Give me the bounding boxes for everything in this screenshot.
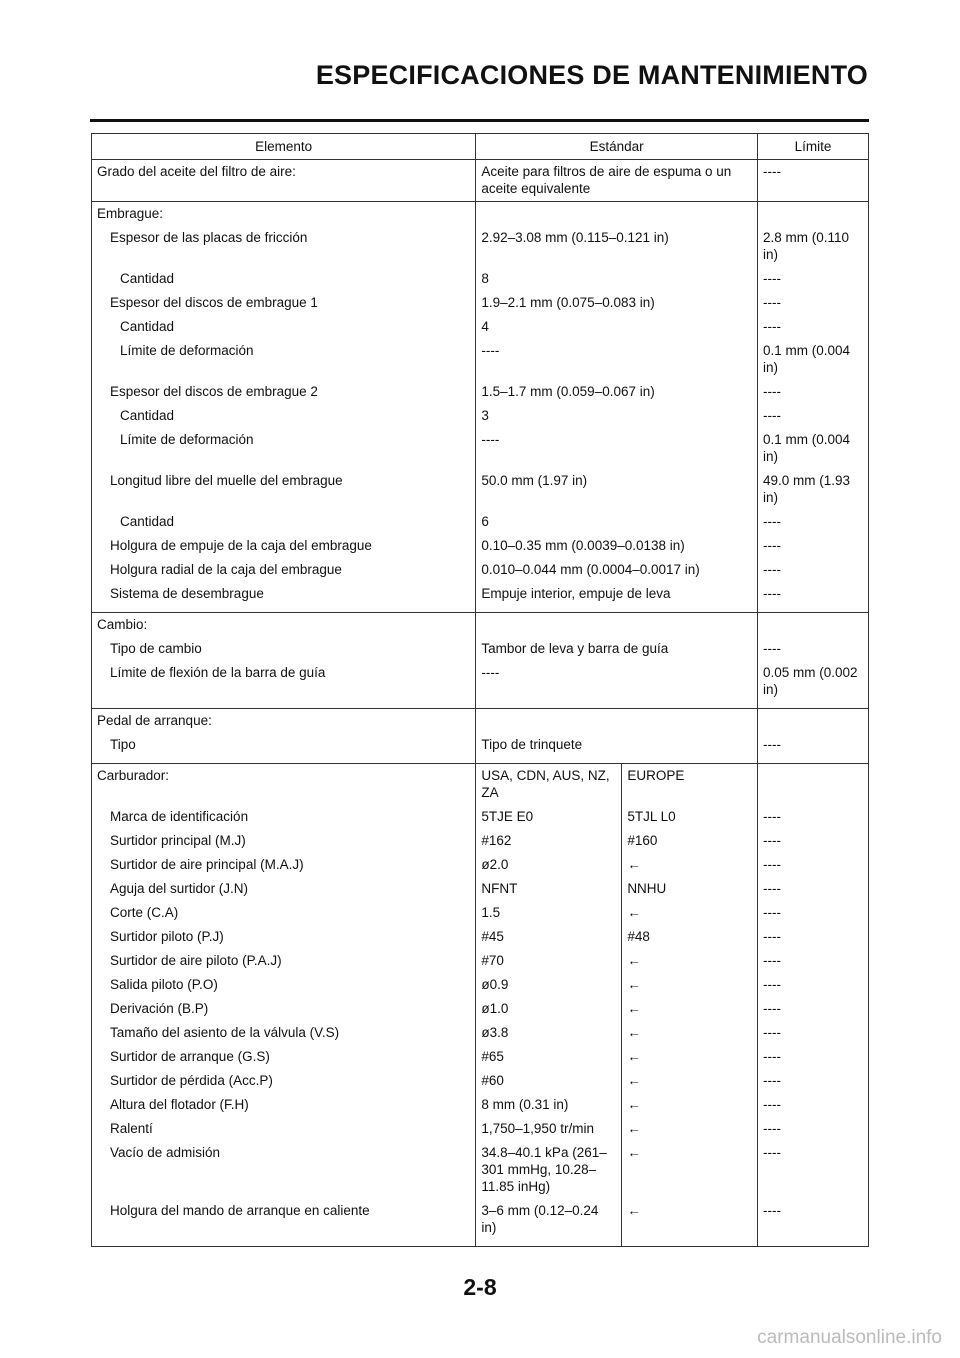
row-limit: ----	[757, 582, 868, 613]
group-label: Pedal de arranque:	[92, 709, 476, 734]
carb-row-standard-b: NNHU	[622, 877, 758, 901]
carb-row-standard-a: ø2.0	[476, 853, 622, 877]
carb-label: Carburador:	[92, 764, 476, 806]
table-row	[92, 1045, 869, 1069]
row-standard: Empuje interior, empuje de leva	[476, 582, 758, 613]
carb-header-row	[92, 764, 869, 806]
table-row	[92, 925, 869, 949]
carb-row-standard-a: 1,750–1,950 tr/min	[476, 1117, 622, 1141]
carb-row-standard-b: ←	[622, 997, 758, 1021]
carb-row-label: Marca de identificación	[92, 805, 476, 829]
row-label: Espesor del discos de embrague 2	[92, 380, 476, 404]
table-row	[92, 973, 869, 997]
carb-row-standard-a: NFNT	[476, 877, 622, 901]
row-limit: ----	[757, 510, 868, 534]
row-standard: 4	[476, 315, 758, 339]
carb-row-limit: ----	[757, 901, 868, 925]
carb-row-standard-a: 1.5	[476, 901, 622, 925]
carb-row-limit: ----	[757, 925, 868, 949]
carb-row-label: Salida piloto (P.O)	[92, 973, 476, 997]
row-label: Holgura de empuje de la caja del embrague	[92, 534, 476, 558]
table-row	[92, 877, 869, 901]
table-row	[92, 949, 869, 973]
header-element: Elemento	[92, 134, 476, 160]
carb-row-standard-b: ←	[622, 949, 758, 973]
group-header-row	[92, 202, 869, 227]
header-limit: Límite	[757, 134, 868, 160]
air-filter-limit: ----	[757, 160, 868, 202]
row-standard: 1.9–2.1 mm (0.075–0.083 in)	[476, 291, 758, 315]
carb-row-label: Surtidor piloto (P.J)	[92, 925, 476, 949]
row-standard: 0.010–0.044 mm (0.0004–0.0017 in)	[476, 558, 758, 582]
group-header-row	[92, 709, 869, 734]
row-limit: 2.8 mm (0.110 in)	[757, 226, 868, 267]
table-row	[92, 637, 869, 661]
row-label: Espesor del discos de embrague 1	[92, 291, 476, 315]
row-limit: ----	[757, 267, 868, 291]
row-limit: 0.05 mm (0.002 in)	[757, 661, 868, 709]
row-limit: ----	[757, 291, 868, 315]
row-limit: ----	[757, 380, 868, 404]
carb-row-standard-a: 5TJE E0	[476, 805, 622, 829]
carb-row-label: Corte (C.A)	[92, 901, 476, 925]
carb-row-standard-b: ←	[622, 1199, 758, 1247]
carb-row-label: Holgura del mando de arranque en caliente	[92, 1199, 476, 1247]
row-limit: ----	[757, 404, 868, 428]
header-row	[92, 134, 869, 160]
row-label: Límite de flexión de la barra de guía	[92, 661, 476, 709]
carb-row-standard-a: #45	[476, 925, 622, 949]
carb-row-standard-a: 8 mm (0.31 in)	[476, 1093, 622, 1117]
title-rule	[90, 119, 869, 122]
table-row	[92, 1141, 869, 1199]
row-label: Sistema de desembrague	[92, 582, 476, 613]
row-limit: ----	[757, 637, 868, 661]
table-row	[92, 226, 869, 267]
row-standard: ----	[476, 428, 758, 469]
table-row	[92, 997, 869, 1021]
table-row	[92, 339, 869, 380]
carb-row-limit: ----	[757, 853, 868, 877]
carb-row-standard-b: 5TJL L0	[622, 805, 758, 829]
carb-row-label: Aguja del surtidor (J.N)	[92, 877, 476, 901]
table-row	[92, 829, 869, 853]
row-label: Longitud libre del muelle del embrague	[92, 469, 476, 510]
carb-row-standard-a: #60	[476, 1069, 622, 1093]
row-limit: 49.0 mm (1.93 in)	[757, 469, 868, 510]
table-row	[92, 510, 869, 534]
carb-row-limit: ----	[757, 1045, 868, 1069]
carb-row-label: Surtidor de aire piloto (P.A.J)	[92, 949, 476, 973]
carb-row-standard-a: #162	[476, 829, 622, 853]
row-label: Límite de deformación	[92, 428, 476, 469]
carb-row-limit: ----	[757, 973, 868, 997]
table-row	[92, 315, 869, 339]
row-label: Cantidad	[92, 267, 476, 291]
carb-row-label: Derivación (B.P)	[92, 997, 476, 1021]
table-row	[92, 291, 869, 315]
group-header-row	[92, 613, 869, 638]
carb-row-limit: ----	[757, 1199, 868, 1247]
carb-row-limit: ----	[757, 997, 868, 1021]
carb-row-label: Surtidor de pérdida (Acc.P)	[92, 1069, 476, 1093]
table-row	[92, 582, 869, 613]
row-standard: Tipo de trinquete	[476, 733, 758, 764]
row-limit: 0.1 mm (0.004 in)	[757, 428, 868, 469]
row-standard: 50.0 mm (1.97 in)	[476, 469, 758, 510]
carb-row-label: Surtidor de aire principal (M.A.J)	[92, 853, 476, 877]
group-label: Embrague:	[92, 202, 476, 227]
carb-row-standard-b: ←	[622, 901, 758, 925]
carb-row-limit: ----	[757, 829, 868, 853]
carb-row-standard-b: ←	[622, 1069, 758, 1093]
row-standard: 1.5–1.7 mm (0.059–0.067 in)	[476, 380, 758, 404]
carb-row-label: Surtidor de arranque (G.S)	[92, 1045, 476, 1069]
carb-row-limit: ----	[757, 877, 868, 901]
row-standard: 3	[476, 404, 758, 428]
row-label: Cantidad	[92, 315, 476, 339]
transmission-group	[92, 613, 869, 709]
carb-row-label: Surtidor principal (M.J)	[92, 829, 476, 853]
header-standard: Estándar	[476, 134, 758, 160]
carb-sub-a: USA, CDN, AUS, NZ, ZA	[476, 764, 622, 806]
carb-row-limit: ----	[757, 1117, 868, 1141]
row-label: Holgura radial de la caja del embrague	[92, 558, 476, 582]
row-label: Espesor de las placas de fricción	[92, 226, 476, 267]
air-filter-standard: Aceite para filtros de aire de espuma o un aceite equivalente	[476, 160, 758, 202]
carb-row-limit: ----	[757, 1093, 868, 1117]
group-label: Cambio:	[92, 613, 476, 638]
spec-table	[91, 133, 869, 1247]
table-row	[92, 805, 869, 829]
page-title: ESPECIFICACIONES DE MANTENIMIENTO	[315, 60, 868, 90]
row-label: Cantidad	[92, 404, 476, 428]
carb-row-standard-b: ←	[622, 853, 758, 877]
table-row	[92, 267, 869, 291]
table-row	[92, 404, 869, 428]
carb-row-standard-a: 34.8–40.1 kPa (261–301 mmHg, 10.28–11.85 inHg)	[476, 1141, 622, 1199]
carb-row-label: Vacío de admisión	[92, 1141, 476, 1199]
carb-row-limit: ----	[757, 1069, 868, 1093]
watermark: carmanualsonline.info	[757, 1327, 942, 1348]
row-label: Tipo	[92, 733, 476, 764]
table-row	[92, 901, 869, 925]
carb-row-standard-b: ←	[622, 1045, 758, 1069]
carb-row-standard-b: #48	[622, 925, 758, 949]
row-standard: 6	[476, 510, 758, 534]
row-standard: 2.92–3.08 mm (0.115–0.121 in)	[476, 226, 758, 267]
carb-row-standard-a: #65	[476, 1045, 622, 1069]
row-label: Cantidad	[92, 510, 476, 534]
carb-row-standard-a: ø3.8	[476, 1021, 622, 1045]
carb-row-label: Tamaño del asiento de la válvula (V.S)	[92, 1021, 476, 1045]
kick-group	[92, 709, 869, 764]
table-row	[92, 428, 869, 469]
table-row	[92, 160, 869, 202]
carb-row-standard-b: ←	[622, 1117, 758, 1141]
carb-row-limit: ----	[757, 805, 868, 829]
row-standard: 8	[476, 267, 758, 291]
row-limit: 0.1 mm (0.004 in)	[757, 339, 868, 380]
carb-row-standard-b: ←	[622, 1141, 758, 1199]
row-limit: ----	[757, 315, 868, 339]
carb-row-limit: ----	[757, 949, 868, 973]
carb-sub-b: EUROPE	[622, 764, 758, 806]
table-row	[92, 558, 869, 582]
carb-row-limit: ----	[757, 1021, 868, 1045]
carb-row-standard-a: ø0.9	[476, 973, 622, 997]
table-row	[92, 1117, 869, 1141]
carb-row-label: Ralentí	[92, 1117, 476, 1141]
page-number: 2-8	[463, 1274, 497, 1300]
carb-row-standard-a: ø1.0	[476, 997, 622, 1021]
row-limit: ----	[757, 558, 868, 582]
table-row	[92, 853, 869, 877]
table-row	[92, 380, 869, 404]
table-row	[92, 661, 869, 709]
row-label: Límite de deformación	[92, 339, 476, 380]
carb-row-limit: ----	[757, 1141, 868, 1199]
carb-row-label: Altura del flotador (F.H)	[92, 1093, 476, 1117]
carb-group	[92, 764, 869, 1247]
row-label: Tipo de cambio	[92, 637, 476, 661]
row-limit: ----	[757, 534, 868, 558]
table-row	[92, 469, 869, 510]
air-filter-label: Grado del aceite del filtro de aire:	[92, 160, 476, 202]
clutch-group	[92, 202, 869, 613]
row-limit: ----	[757, 733, 868, 764]
carb-row-standard-a: 3–6 mm (0.12–0.24 in)	[476, 1199, 622, 1247]
carb-row-standard-b: #160	[622, 829, 758, 853]
table-row	[92, 1021, 869, 1045]
row-standard: 0.10–0.35 mm (0.0039–0.0138 in)	[476, 534, 758, 558]
row-standard: ----	[476, 339, 758, 380]
carb-row-standard-b: ←	[622, 1093, 758, 1117]
table-row	[92, 534, 869, 558]
row-standard: Tambor de leva y barra de guía	[476, 637, 758, 661]
carb-row-standard-b: ←	[622, 973, 758, 997]
carb-row-standard-b: ←	[622, 1021, 758, 1045]
table-row	[92, 1199, 869, 1247]
carb-row-standard-a: #70	[476, 949, 622, 973]
table-row	[92, 1093, 869, 1117]
row-standard: ----	[476, 661, 758, 709]
table-row	[92, 1069, 869, 1093]
table-row	[92, 733, 869, 764]
